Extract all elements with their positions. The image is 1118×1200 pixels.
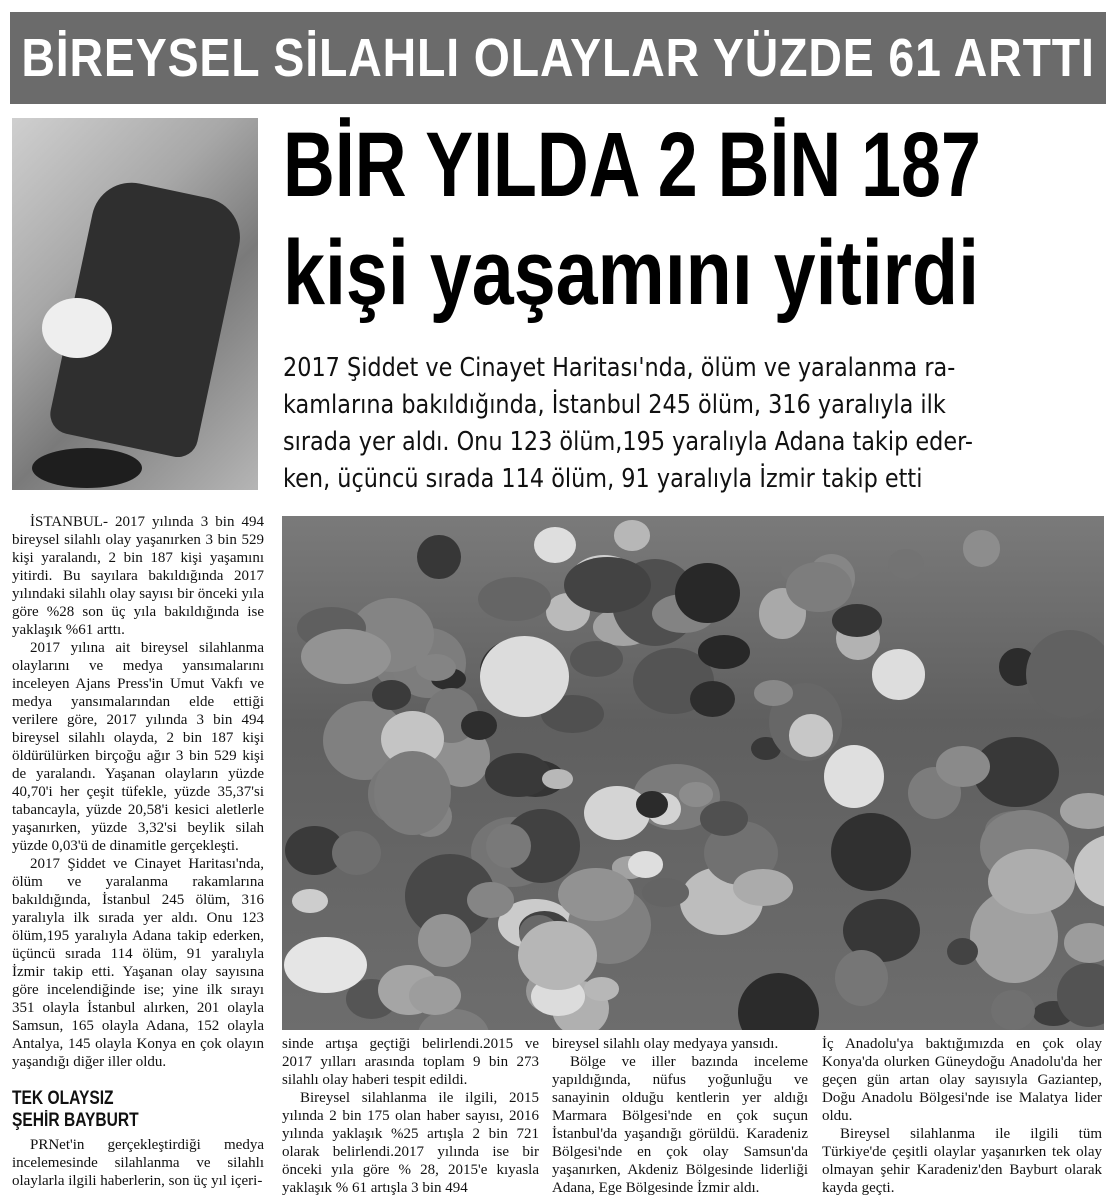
crowd-figure [872,649,926,700]
crowd-figure [636,791,668,818]
crowd-figure [518,921,597,990]
article-column-3 [552,1035,808,1197]
paragraph: Bölge ve iller bazında inceleme yapıldığında, nüfus yoğunluğu ve sanayinin olduğu kentlerin yer aldığı Marmara Bölgesi'nde en çok suçun İstanbul'da yaşandığı görüldü. Karadeniz Bölgesi'nde en çok olay Samsun'da yaşanırken, Akdeniz Bölgesinde liderliği Adana, Ege Bölgesinde İzmir aldı. [552,1054,808,1196]
crowd-figure [698,635,751,669]
crowd-figure [824,745,884,808]
crowd-figure [642,878,689,906]
crowd-figure [831,813,911,891]
crowd-figure [485,753,552,797]
crowd-figure [542,769,573,790]
crowd-figure [1026,630,1104,718]
crowd-figure [679,782,712,806]
paragraph: İSTANBUL- 2017 yılında 3 bin 494 bireysel silahlı olay yaşanırken 3 bin 529 kişi yaralandı, 2 bin 187 kişi yaşamını yitirdi. Bu sayılara bakıldığında 2017 yılındaki silahlı olay sayısı bir önceki yıla göre %28 son üç yıla bakıldığında ise yaklaşık %61 arttı. [12,514,264,638]
lead-paragraph [283,350,973,498]
crowd-figure [733,869,793,906]
section-banner [10,12,1106,104]
crowd-figure [690,681,735,717]
paragraph: İç Anadolu'ya baktığımızda en çok olay Konya'da olurken Güneydoğu Anadolu'da her geçen gün artan olay sayısıyla Gaziantep, Doğu Anadolu Bölgesi'nde ise Malatya lider oldu. [822,1036,1102,1124]
crowd-figure [786,562,851,613]
crowd-figure [1074,834,1104,908]
crowd-figure [372,680,411,710]
headline-line-2: kişi yaşamını yitirdi [283,222,980,324]
crowd-figure [292,889,328,913]
crowd-figure [416,654,456,681]
crowd-figure [409,976,460,1015]
crowd-figure [675,563,740,624]
crowd-figure [461,711,497,740]
banner-title: BİREYSEL SİLAHLI OLAYLAR YÜZDE 61 ARTTI [21,28,1095,88]
crowd-figure [570,641,623,677]
headline [283,110,1103,328]
crowd-figure [947,938,978,965]
paragraph: 2017 Şiddet ve Cinayet Haritası'nda, ölüm ve yaralanma rakamlarına bakıldığında, İstanbul 245 ölüm, 316 yaralıyla ilk sırada yer aldı. Onu 123 ölüm,195 yaralıyla Adana takip ederken, üçüncü sırada 114 ölüm, 91 yaralıyla İzmir takip etti. Yaşanan olay sayısına göre incelendiğinde ise; yine ilk sırayı 351 olayla İstanbul alırken, 201 olayla Samsun, 165 olayla Adana, 152 olayla Antalya, 145 olayla Konya en çok olayın yaşandığı diğer iller oldu. [12,856,264,1070]
crowd-figure [888,549,924,579]
victim-photo [12,118,258,490]
article-column-2 [282,1035,539,1197]
subheading-line-1: TEK OLAYSIZ [12,1088,114,1109]
lead-line: 2017 Şiddet ve Cinayet Haritası'nda, ölüm ve yaralanma ra- [283,353,956,383]
paragraph: Bireysel silahlanma ile ilgili, 2015 yılında 2 bin 175 olan haber sayısı, 2016 yılında yaklaşık %25 artışla 2 bin 721 olarak belirlendi.2017 yılında ise bir önceki yıla göre % 28, 2015'e kıyasla yaklaşık % 61 artışla 3 bin 494 [282,1090,539,1196]
crowd-figure [564,557,651,613]
crowd-figure [988,849,1075,914]
crowd-figure [1064,923,1104,963]
lead-line: ken, üçüncü sırada 114 ölüm, 91 yaralıyla İzmir takip etti [283,464,923,494]
crowd-figure [963,530,1001,566]
crowd-figure [1060,793,1104,829]
crowd-figure [789,714,833,757]
headline-line-1: BİR YILDA 2 BİN 187 [283,114,981,216]
crowd-figure [835,950,888,1006]
crowd-figure [418,914,471,967]
crowd-figure [374,751,451,836]
article-column-4 [822,1035,1102,1197]
paragraph: Bireysel silahlanma ile ilgili tüm Türkiye'de çeşitli olaylar yaşanırken tek olay olmayan şehir Karadeniz'den Bayburt olarak kayda geçti. [822,1126,1102,1196]
paragraph: PRNet'in gerçekleştirdiği medya incelemesinde silahlanma ve silahlı olaylarla ilgili haberlerin, son üç yıl içeri- [12,1137,264,1189]
crowd-figure [584,977,619,1001]
crowd-figure [534,527,576,563]
paragraph: sinde artışa geçtiği belirlendi.2015 ve 2017 yılları arasında toplam 9 bin 273 silahlı olay haberi tespit edildi. [282,1036,539,1088]
crowd-photo [282,516,1104,1030]
crowd-figure [738,973,819,1030]
crowd-figure [478,577,550,621]
article-column-1-continued [12,1136,264,1190]
article-column-1 [12,513,264,1071]
paragraph: bireysel silahlı olay medyaya yansıdı. [552,1036,779,1052]
crowd-figure [332,831,381,875]
subheading [12,1088,264,1132]
crowd-figure [991,990,1035,1030]
crowd-figure [754,680,794,706]
crowd-figure [284,937,366,993]
lead-line: sırada yer aldı. Onu 123 ölüm,195 yaralıyla Adana takip eder- [283,427,973,457]
crowd-figure [301,629,391,684]
subheading-line-2: ŞEHİR BAYBURT [12,1110,139,1131]
crowd-figure [628,851,663,878]
crowd-figure [614,520,651,551]
crowd-figure [480,636,569,717]
paragraph: 2017 yılına ait bireysel silahlanma olaylarını ve medya yansımalarını inceleyen Ajans Press'in Umut Vakfı ve medya yansımalarından elde ettiği verilere göre, 2017 yılında 3 bin 494 bireysel silahlı olayda, 2 bin 187 kişi öldürülürken birçoğu ağır 3 bin 529 kişi de yaralandı. Yaşanan olayların yüzde 40,70'i her çeşit tüfekle, yüzde 35,37'si tabancayla, yüzde 20,58'i kesici aletlerle yaşanırken, yüzde 3,32'si beylik silah yüzde 0,03'ü de dinamitle gerçekleşti. [12,640,264,854]
crowd-figure [700,801,749,836]
crowd-figure [558,868,634,921]
crowd-figure [417,535,461,579]
lead-line: kamlarına bakıldığında, İstanbul 245 ölüm, 316 yaralıyla ilk [283,390,946,420]
